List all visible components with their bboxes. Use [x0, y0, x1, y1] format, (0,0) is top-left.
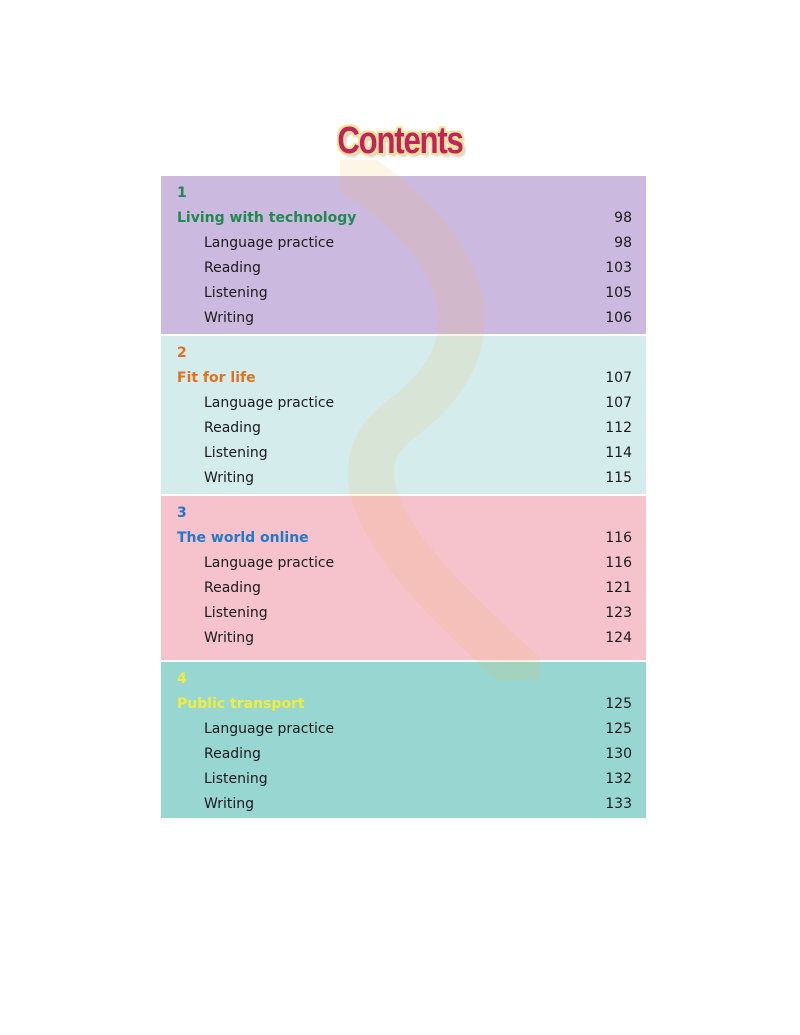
toc-entry-label: Listening — [204, 444, 268, 461]
table-of-contents — [161, 176, 646, 818]
toc-entry[interactable] — [177, 256, 632, 281]
unit-title-row[interactable] — [177, 206, 632, 231]
page-number: 130 — [605, 745, 632, 762]
unit-number: 4 — [177, 671, 187, 687]
toc-entry[interactable] — [177, 791, 632, 816]
unit-number: 3 — [177, 505, 187, 521]
page-number: 112 — [605, 419, 632, 436]
toc-entry[interactable] — [177, 465, 632, 490]
toc-entry-label: Language practice — [204, 235, 335, 252]
unit-section-1 — [161, 176, 646, 334]
page-number: 107 — [605, 370, 632, 387]
unit-section-2 — [161, 336, 646, 494]
page-number: 116 — [605, 530, 632, 547]
unit-section-3 — [161, 496, 646, 660]
page-number: 132 — [605, 770, 632, 787]
toc-entry-label: Writing — [204, 309, 254, 326]
page-number: 98 — [614, 210, 632, 227]
page-number: 116 — [605, 555, 632, 572]
toc-entry[interactable] — [177, 231, 632, 256]
toc-entry[interactable] — [177, 742, 632, 767]
page-number: 114 — [605, 444, 632, 461]
toc-entry[interactable] — [177, 280, 632, 305]
unit-title: Living with technology — [177, 210, 357, 227]
unit-section-4 — [161, 662, 646, 818]
toc-entry[interactable] — [177, 416, 632, 441]
toc-entry-label: Listening — [204, 284, 268, 301]
toc-entry[interactable] — [177, 576, 632, 601]
toc-entry-label: Writing — [204, 795, 254, 812]
unit-number: 2 — [177, 345, 187, 361]
unit-title: The world online — [177, 530, 309, 547]
page-number: 107 — [605, 395, 632, 412]
toc-entry[interactable] — [177, 600, 632, 625]
toc-entry[interactable] — [177, 625, 632, 650]
toc-entry[interactable] — [177, 440, 632, 465]
toc-entry[interactable] — [177, 391, 632, 416]
page-number: 125 — [605, 721, 632, 738]
toc-entry-label: Reading — [204, 259, 261, 276]
page-number: 106 — [605, 309, 632, 326]
toc-entry-label: Reading — [204, 579, 261, 596]
page-number: 125 — [605, 696, 632, 713]
toc-entry-label: Listening — [204, 770, 268, 787]
page-number: 115 — [605, 469, 632, 486]
unit-title: Fit for life — [177, 370, 256, 387]
toc-entry[interactable] — [177, 305, 632, 330]
page-number: 124 — [605, 629, 632, 646]
toc-entry-label: Language practice — [204, 721, 335, 738]
toc-entry-label: Language practice — [204, 555, 335, 572]
toc-entry-label: Reading — [204, 745, 261, 762]
toc-entry-label: Writing — [204, 469, 254, 486]
unit-title-row[interactable] — [177, 526, 632, 551]
page-number: 123 — [605, 604, 632, 621]
page-number: 133 — [605, 795, 632, 812]
unit-number: 1 — [177, 185, 187, 201]
toc-entry-label: Listening — [204, 604, 268, 621]
page-number: 121 — [605, 579, 632, 596]
page-title: Contents — [337, 120, 463, 163]
toc-entry[interactable] — [177, 551, 632, 576]
unit-title-row[interactable] — [177, 366, 632, 391]
unit-title-row[interactable] — [177, 692, 632, 717]
page-number: 98 — [614, 235, 632, 252]
page-number: 103 — [605, 259, 632, 276]
page-number: 105 — [605, 284, 632, 301]
toc-entry-label: Language practice — [204, 395, 335, 412]
toc-entry[interactable] — [177, 717, 632, 742]
toc-entry-label: Reading — [204, 419, 261, 436]
unit-title: Public transport — [177, 696, 305, 713]
toc-entry[interactable] — [177, 766, 632, 791]
toc-entry-label: Writing — [204, 629, 254, 646]
